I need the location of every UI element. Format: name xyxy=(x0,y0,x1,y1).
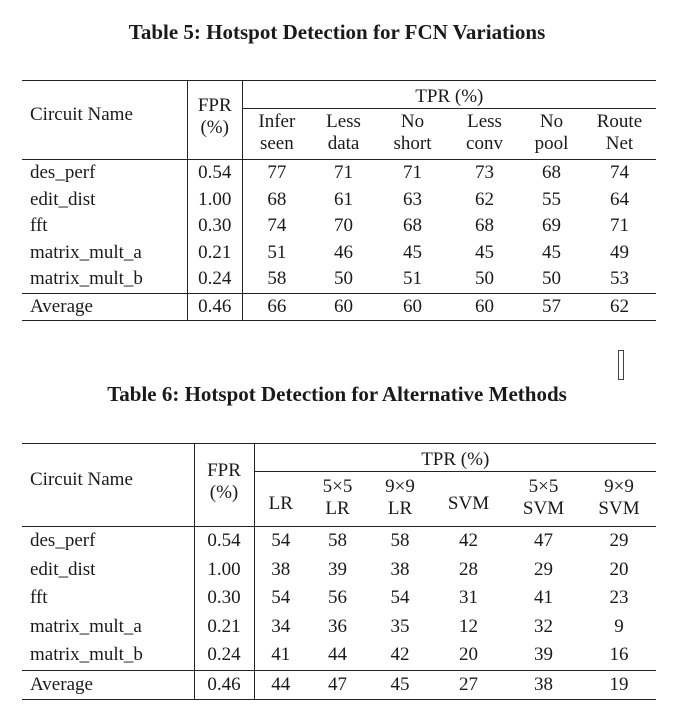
fpr-cell: 0.54 xyxy=(187,160,242,187)
fpr-cell: 0.30 xyxy=(194,584,254,613)
tpr-cell: 28 xyxy=(459,558,478,580)
tpr-cell: 38 xyxy=(534,673,553,695)
table-row xyxy=(22,240,656,267)
tpr-col-header-line2: short xyxy=(393,133,432,154)
table-row xyxy=(22,641,656,670)
tpr-cell: 50 xyxy=(475,268,495,290)
tpr-cell: 66 xyxy=(267,295,287,317)
tpr-cell: 19 xyxy=(609,673,629,695)
circuit-name-cell: Average xyxy=(22,293,187,321)
tpr-cell: 57 xyxy=(541,295,561,317)
circuit-name-cell: des_perf xyxy=(22,160,187,187)
table5-caption: Table 5: Hotspot Detection for FCN Variations xyxy=(128,20,546,44)
tpr-cell: 16 xyxy=(609,644,629,666)
fpr-cell: 1.00 xyxy=(187,187,242,214)
tpr-cell: 32 xyxy=(534,615,553,637)
tpr-cell: 49 xyxy=(609,241,629,263)
tpr-col-header-line1: 9×9 xyxy=(604,476,634,497)
fpr-header-line1: FPR xyxy=(207,460,241,481)
table-row xyxy=(22,266,656,293)
tpr-cell: 68 xyxy=(475,215,495,237)
tpr-cell: 73 xyxy=(475,162,495,184)
circuit-name-cell: matrix_mult_a xyxy=(22,613,194,642)
fpr-header-line1: FPR xyxy=(197,95,232,116)
tpr-cell: 54 xyxy=(271,587,291,609)
fpr-header-line2: (%) xyxy=(200,117,229,138)
tpr-col-header-line1: No xyxy=(400,111,425,132)
tpr-cell: 77 xyxy=(267,162,287,184)
circuit-name-cell: matrix_mult_b xyxy=(22,641,194,670)
tpr-cell: 62 xyxy=(475,188,495,210)
tpr-cell: 34 xyxy=(271,615,291,637)
tpr-col-header-line1 xyxy=(255,482,308,493)
tpr-col-header xyxy=(582,472,656,527)
tpr-cell: 35 xyxy=(390,615,410,637)
fpr-cell: 0.21 xyxy=(194,613,254,642)
tpr-cell: 71 xyxy=(403,162,422,184)
tpr-cell: 44 xyxy=(271,673,291,695)
circuit-name-cell: edit_dist xyxy=(22,187,187,214)
table6 xyxy=(22,443,656,700)
tpr-cell: 29 xyxy=(609,530,629,552)
tpr-cell: 20 xyxy=(459,644,478,666)
tpr-cell: 47 xyxy=(328,673,347,695)
tpr-col-header-line1: Route xyxy=(596,111,643,132)
tpr-cell: 63 xyxy=(403,188,422,210)
table6-caption: Table 6: Hotspot Detection for Alternative Methods xyxy=(107,382,567,406)
tpr-col-header-line2: SVM xyxy=(598,498,640,519)
tpr-cell: 68 xyxy=(403,215,422,237)
tpr-cell: 68 xyxy=(541,162,561,184)
tpr-cell: 56 xyxy=(328,587,347,609)
tpr-cell: 58 xyxy=(328,530,347,552)
fpr-cell: 1.00 xyxy=(194,556,254,585)
tpr-cell: 9 xyxy=(614,615,624,637)
tpr-col-header xyxy=(449,109,520,160)
tpr-header: TPR (%) xyxy=(254,444,656,472)
text-cursor-marker xyxy=(618,350,624,380)
fpr-cell: 0.24 xyxy=(194,641,254,670)
fpr-cell: 0.30 xyxy=(187,213,242,240)
circuit-name-cell: des_perf xyxy=(22,527,194,556)
tpr-cell: 42 xyxy=(390,644,410,666)
table-row xyxy=(22,556,656,585)
fpr-cell: 0.24 xyxy=(187,266,242,293)
fpr-header xyxy=(194,444,254,527)
tpr-col-header xyxy=(254,472,307,527)
tpr-cell: 60 xyxy=(334,295,354,317)
tpr-col-header-line2: SVM xyxy=(447,492,490,514)
table-row xyxy=(22,613,656,642)
tpr-cell: 61 xyxy=(334,188,354,210)
tpr-cell: 45 xyxy=(475,241,495,263)
fpr-cell: 0.21 xyxy=(187,240,242,267)
tpr-cell: 45 xyxy=(390,673,410,695)
tpr-col-header-line2: SVM xyxy=(522,498,565,519)
circuit-name-header: Circuit Name xyxy=(22,81,187,160)
tpr-cell: 36 xyxy=(328,615,347,637)
tpr-col-header-line1: Infer xyxy=(258,111,296,132)
circuit-name-cell: Average xyxy=(22,670,194,700)
tpr-col-header-line2: Net xyxy=(605,133,634,154)
tpr-col-header-line2: LR xyxy=(268,492,293,514)
fpr-cell: 0.46 xyxy=(194,670,254,700)
circuit-name-cell: matrix_mult_a xyxy=(22,240,187,267)
circuit-name-cell: matrix_mult_b xyxy=(22,266,187,293)
tpr-cell: 69 xyxy=(541,215,561,237)
table5 xyxy=(22,80,656,321)
tpr-cell: 29 xyxy=(534,558,553,580)
tpr-cell: 71 xyxy=(609,215,629,237)
tpr-cell: 68 xyxy=(267,188,287,210)
tpr-cell: 55 xyxy=(541,188,561,210)
tpr-cell: 74 xyxy=(609,162,629,184)
table-row xyxy=(22,527,656,556)
tpr-cell: 39 xyxy=(534,644,553,666)
tpr-col-header xyxy=(520,109,583,160)
tpr-cell: 50 xyxy=(334,268,354,290)
table-row xyxy=(22,213,656,240)
tpr-col-header xyxy=(242,109,311,160)
tpr-col-header-line1 xyxy=(432,482,505,493)
circuit-name-cell: fft xyxy=(22,213,187,240)
tpr-cell: 27 xyxy=(459,673,478,695)
average-row xyxy=(22,293,656,321)
tpr-col-header-line1: Less xyxy=(326,111,361,132)
tpr-col-header xyxy=(583,109,656,160)
tpr-cell: 31 xyxy=(459,587,478,609)
tpr-cell: 23 xyxy=(609,587,629,609)
tpr-col-header-line2: conv xyxy=(466,133,503,154)
tpr-cell: 60 xyxy=(403,295,422,317)
table-row xyxy=(22,160,656,187)
tpr-col-header-line2: data xyxy=(327,133,360,154)
tpr-cell: 41 xyxy=(271,644,291,666)
tpr-col-header-line2: LR xyxy=(387,498,413,519)
circuit-name-header: Circuit Name xyxy=(22,444,194,527)
average-row xyxy=(22,670,656,700)
tpr-cell: 38 xyxy=(271,558,291,580)
tpr-col-header-line1: 9×9 xyxy=(385,476,415,497)
tpr-col-header-line2: pool xyxy=(534,133,569,154)
fpr-header-line2: (%) xyxy=(209,482,239,503)
tpr-cell: 46 xyxy=(334,241,354,263)
tpr-col-header xyxy=(368,472,432,527)
tpr-cell: 60 xyxy=(475,295,495,317)
tpr-col-header xyxy=(505,472,582,527)
tpr-cell: 74 xyxy=(267,215,287,237)
tpr-cell: 41 xyxy=(534,587,553,609)
tpr-col-header xyxy=(307,472,368,527)
tpr-cell: 62 xyxy=(609,295,629,317)
tpr-col-header-line1: 5×5 xyxy=(528,476,559,497)
circuit-name-cell: fft xyxy=(22,584,194,613)
tpr-cell: 58 xyxy=(267,268,287,290)
tpr-cell: 54 xyxy=(390,587,410,609)
tpr-cell: 71 xyxy=(334,162,354,184)
tpr-cell: 58 xyxy=(390,530,410,552)
tpr-cell: 47 xyxy=(534,530,553,552)
tpr-col-header xyxy=(311,109,376,160)
tpr-cell: 64 xyxy=(609,188,629,210)
tpr-cell: 70 xyxy=(334,215,354,237)
tpr-cell: 45 xyxy=(403,241,422,263)
tpr-cell: 53 xyxy=(609,268,629,290)
tpr-cell: 39 xyxy=(328,558,347,580)
tpr-col-header-line1: 5×5 xyxy=(322,476,353,497)
tpr-col-header xyxy=(432,472,505,527)
tpr-cell: 51 xyxy=(403,268,422,290)
tpr-col-header-line2: LR xyxy=(325,498,350,519)
tpr-col-header xyxy=(376,109,449,160)
fpr-cell: 0.46 xyxy=(187,293,242,321)
tpr-cell: 42 xyxy=(459,530,478,552)
tpr-col-header-line1: No xyxy=(539,111,564,132)
tpr-header: TPR (%) xyxy=(242,81,656,109)
tpr-cell: 45 xyxy=(541,241,561,263)
tpr-col-header-line2: seen xyxy=(259,133,294,154)
tpr-cell: 12 xyxy=(459,615,478,637)
fpr-cell: 0.54 xyxy=(194,527,254,556)
tpr-cell: 50 xyxy=(541,268,561,290)
tpr-cell: 51 xyxy=(267,241,287,263)
circuit-name-cell: edit_dist xyxy=(22,556,194,585)
tpr-cell: 44 xyxy=(328,644,347,666)
tpr-cell: 20 xyxy=(609,558,629,580)
table-row xyxy=(22,187,656,214)
tpr-cell: 54 xyxy=(271,530,291,552)
tpr-col-header-line1: Less xyxy=(467,111,502,132)
tpr-cell: 38 xyxy=(390,558,410,580)
fpr-header xyxy=(187,81,242,160)
table-row xyxy=(22,584,656,613)
